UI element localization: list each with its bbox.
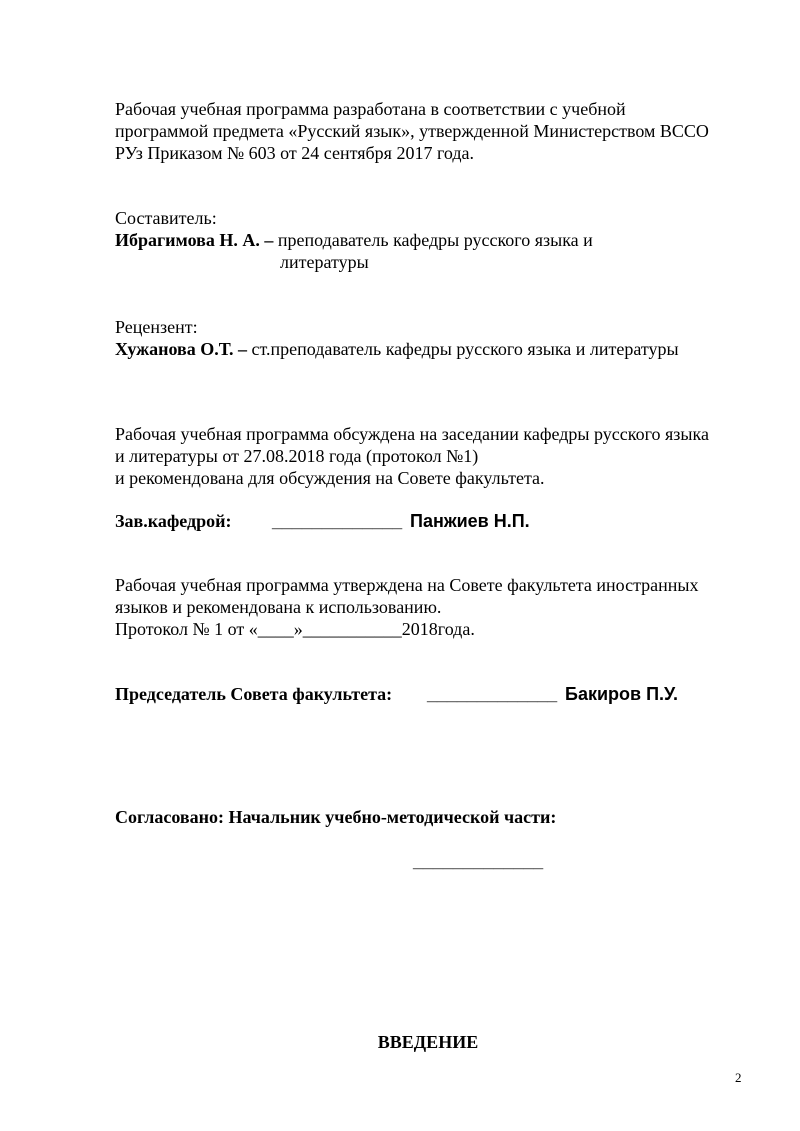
reviewer-block <box>115 316 679 360</box>
discussion-line: Рабочая учебная программа обсуждена на заседании кафедры русского языка <box>115 424 709 444</box>
agreed-signature-line: _____________ <box>413 851 544 871</box>
chair-signature-line: _____________ <box>427 684 558 704</box>
page-number: 2 <box>735 1070 742 1085</box>
head-of-dept-name: Панжиев Н.П. <box>410 511 530 531</box>
compiler-role-continued: литературы <box>280 252 369 272</box>
intro-line: программой предмета «Русский язык», утвержденной Министерством ВССО <box>115 121 709 141</box>
discussion-line: и литературы от 27.08.2018 года (протокол №1) <box>115 446 479 466</box>
compiler-label: Составитель: <box>115 208 217 228</box>
compiler-block <box>115 207 593 273</box>
intro-line: РУз Приказом № 603 от 24 сентября 2017 года. <box>115 143 475 163</box>
section-title: ВВЕДЕНИЕ <box>377 1032 479 1052</box>
intro-paragraph <box>115 98 709 164</box>
chair-name: Бакиров П.У. <box>565 684 678 704</box>
approval-line: языков и рекомендована к использованию. <box>115 597 442 617</box>
chair-label: Председатель Совета факультета: <box>115 684 393 704</box>
approval-paragraph <box>115 574 699 640</box>
discussion-line: и рекомендована для обсуждения на Совете факультета. <box>115 468 545 488</box>
reviewer-label: Рецензент: <box>115 317 198 337</box>
approval-line: Протокол № 1 от «____»___________2018года. <box>115 619 475 639</box>
compiler-name: Ибрагимова Н. А. – <box>115 230 274 250</box>
reviewer-name: Хужанова О.Т. – <box>115 339 247 359</box>
head-of-dept-signature-line: _____________ <box>272 511 403 531</box>
discussion-paragraph <box>115 423 709 489</box>
compiler-role: преподаватель кафедры русского языка и <box>277 230 593 250</box>
intro-line: Рабочая учебная программа разработана в соответствии с учебной <box>115 99 626 119</box>
reviewer-role: ст.преподаватель кафедры русского языка и литературы <box>251 339 679 359</box>
approval-line: Рабочая учебная программа утверждена на Совете факультета иностранных <box>115 575 699 595</box>
head-of-dept-label: Зав.кафедрой: <box>115 511 232 531</box>
agreed-label: Согласовано: Начальник учебно-методической части: <box>115 807 557 827</box>
